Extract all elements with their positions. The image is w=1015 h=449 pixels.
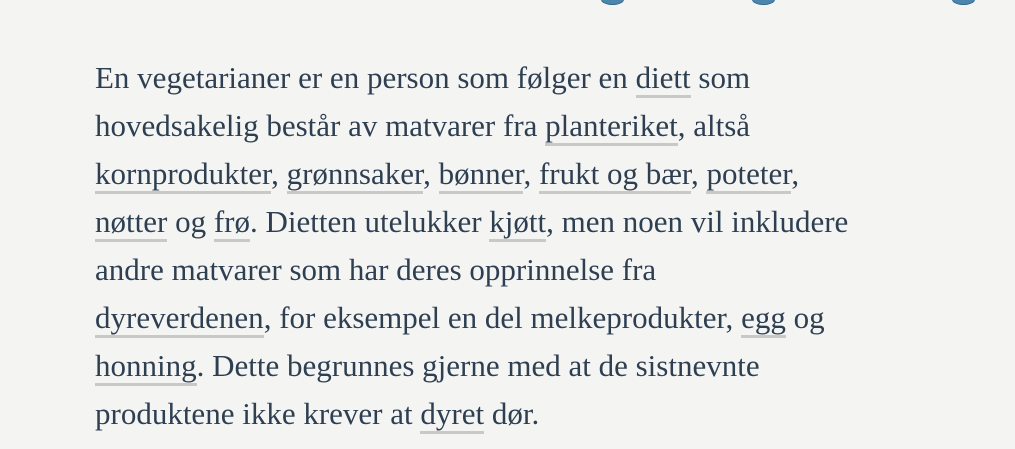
inline-link[interactable]: kjøtt <box>489 204 546 242</box>
text-line <box>95 102 995 150</box>
inline-link[interactable]: egg <box>741 300 786 338</box>
text-segment: . Dietten utelukker <box>249 204 490 239</box>
text-line <box>95 342 995 390</box>
inline-link[interactable]: frukt og bær <box>539 156 691 194</box>
text-segment: , <box>791 156 800 191</box>
inline-link[interactable]: dyret <box>420 396 484 434</box>
inline-link[interactable]: grønnsaker <box>287 156 424 194</box>
cutoff-link-descender-icon[interactable] <box>952 0 975 5</box>
text-line <box>95 246 995 294</box>
text-segment: , men noen vil inkludere <box>546 204 849 239</box>
text-line <box>95 390 995 438</box>
text-segment: En vegetarianer er en person som følger en <box>95 60 636 95</box>
inline-link[interactable]: dyreverdenen <box>95 300 264 338</box>
inline-link[interactable]: kornprodukter <box>95 156 271 194</box>
article-paragraph <box>95 54 995 438</box>
text-segment: , for eksempel en del melkeprodukter, <box>263 300 742 335</box>
text-line <box>95 150 995 198</box>
text-segment: og <box>167 204 214 239</box>
text-segment: produktene ikke krever at <box>95 396 421 431</box>
text-line <box>95 198 995 246</box>
text-line <box>95 294 995 342</box>
cutoff-link-descender-icon[interactable] <box>601 0 624 5</box>
text-segment: andre matvarer som har deres opprinnelse fra <box>95 252 657 287</box>
text-line <box>95 54 995 102</box>
cutoff-link-descender-icon[interactable] <box>752 0 775 5</box>
text-segment: dør. <box>484 396 540 431</box>
text-segment: , <box>690 156 707 191</box>
inline-link[interactable]: nøtter <box>95 204 167 242</box>
text-segment: og <box>785 300 825 335</box>
inline-link[interactable]: diett <box>636 60 691 98</box>
inline-link[interactable]: bønner <box>439 156 524 194</box>
text-segment: hovedsakelig består av matvarer fra <box>95 108 546 143</box>
text-segment: . Dette begrunnes gjerne med at de sistnevnte <box>196 348 760 383</box>
text-segment: , <box>423 156 439 191</box>
text-segment: , altså <box>677 108 751 143</box>
inline-link[interactable]: frø <box>214 204 250 242</box>
inline-link[interactable]: poteter <box>706 156 791 194</box>
text-segment: , <box>523 156 539 191</box>
text-segment: som <box>690 60 751 95</box>
inline-link[interactable]: planteriket <box>545 108 678 146</box>
text-segment: , <box>271 156 287 191</box>
inline-link[interactable]: honning <box>95 348 197 386</box>
